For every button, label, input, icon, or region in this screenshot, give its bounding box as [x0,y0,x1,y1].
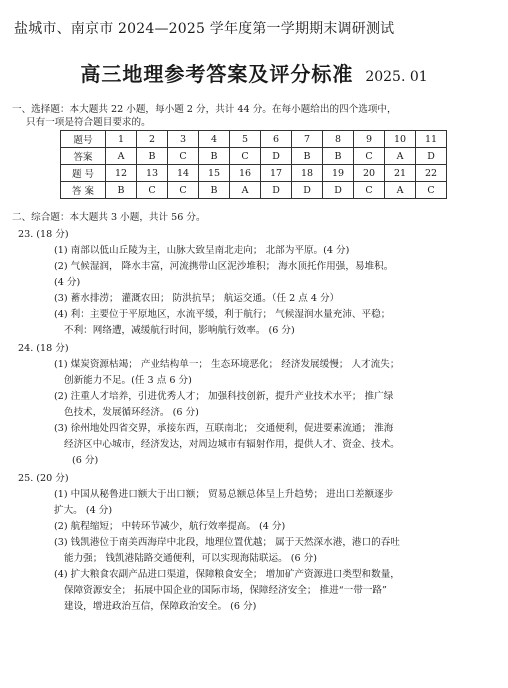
table-row [61,131,447,148]
answer-line: (2) 航程缩短； 中转环节减少，航行效率提高。 (4 分) [54,521,286,532]
table-cell: C [230,148,261,165]
answer-line: 建设，增进政治互信，保障政治安全。 (6 分) [64,601,257,612]
answer-line: (1) 中国从秘鲁进口额大于出口额； 贸易总额总体呈上升趋势； 进出口差额逐步 [54,489,394,500]
answer-line: 经济区中心城市，经济发达，对周边城市有辐射作用，提供人才、资金、技术。 [64,439,400,450]
table-row [61,148,447,165]
answer-line: (3) 蓄水排涝； 灌溉农田； 防洪抗旱； 航运交通。（任 2 点 4 分） [54,293,340,304]
section1-intro-line2: 只有一项是符合题目要求的。 [26,117,151,128]
answer-line: 能力强； 钱凯港陆路交通便利，可以实现海陆联运。 (6 分) [64,553,317,564]
table-cell: D [292,182,323,199]
table-cell: 9 [354,131,385,148]
table-cell: A [385,182,416,199]
answer-line: (2) 气候湿润， 降水丰富，河流携带山区泥沙堆积； 海水顶托作用强，易堆积。 [54,261,394,272]
table-cell: 18 [292,165,323,182]
row-header: 题 号 [61,165,106,182]
table-cell: 4 [199,131,230,148]
answer-line: (4) 利：主要位于平原地区，水流平缓，利于航行； 气候湿润水量充沛、平稳； [54,309,391,320]
answer-line: (1) 煤炭资源枯竭； 产业结构单一； 生态环境恶化； 经济发展缓慢； 人才流失； [54,359,400,370]
row-header: 题号 [61,131,106,148]
table-cell: A [230,182,261,199]
answer-line: 创新能力不足。(任 3 点 6 分) [64,375,192,386]
table-cell: 6 [261,131,292,148]
table-cell: 16 [230,165,261,182]
table-cell: C [168,148,199,165]
page-title [0,58,508,87]
table-cell: A [106,148,137,165]
question-25-heading: 25. (20 分) [18,473,69,484]
table-cell: 1 [106,131,137,148]
table-cell: 19 [323,165,354,182]
table-row [61,165,447,182]
row-header: 答案 [61,148,106,165]
table-cell: 7 [292,131,323,148]
row-header: 答 案 [61,182,106,199]
table-cell: 11 [416,131,447,148]
table-cell: 20 [354,165,385,182]
table-cell: D [261,182,292,199]
table-cell: 12 [106,165,137,182]
answer-line: (4 分) [54,277,81,288]
table-cell: C [416,182,447,199]
table-cell: 14 [168,165,199,182]
section2-title: 二、综合题：本大题共 3 小题，共计 56 分。 [12,212,206,223]
table-row [61,182,447,199]
answer-line: 不利：网络遭，减缓航行时间，影响航行效率。 (6 分) [64,325,295,336]
exam-header: 盐城市、南京市 2024—2025 学年度第一学期期末调研测试 [14,21,395,37]
table-cell: 3 [168,131,199,148]
table-cell: 2 [137,131,168,148]
table-cell: A [385,148,416,165]
table-cell: B [292,148,323,165]
table-cell: 22 [416,165,447,182]
table-cell: 13 [137,165,168,182]
table-cell: 15 [199,165,230,182]
answer-line: 色技术，发展循环经济。 (6 分) [64,407,199,418]
table-cell: 8 [323,131,354,148]
table-cell: D [416,148,447,165]
question-24-heading: 24. (18 分) [18,343,69,354]
answer-line: 保障资源安全； 拓展中国企业的国际市场，保障经济安全； 推进“一带一路” [64,585,387,596]
table-cell: B [137,148,168,165]
answer-line: (6 分) [72,455,99,466]
table-cell: 17 [261,165,292,182]
table-cell: B [323,148,354,165]
table-cell: 21 [385,165,416,182]
answer-line: 扩大。 (4 分) [54,505,113,516]
section1-intro-line1: 一、选择题：本大题共 22 小题，每小题 2 分，共计 44 分。在每小题给出的四个选项中， [12,104,397,115]
table-cell: C [354,182,385,199]
table-cell: B [199,148,230,165]
answer-table [60,130,447,199]
table-cell: D [261,148,292,165]
table-cell: 10 [385,131,416,148]
table-cell: C [354,148,385,165]
title-text: 高三地理参考答案及评分标准 [80,62,354,86]
table-cell: C [137,182,168,199]
answer-line: (4) 扩大粮食农副产品进口渠道，保障粮食安全； 增加矿产资源进口类型和数量， [54,569,400,580]
answer-line: (3) 徐州地处四省交界，承接东西，互联南北； 交通便利，促进要素流通； 淮海 [54,423,394,434]
table-cell: D [323,182,354,199]
table-cell: B [106,182,137,199]
answer-line: (3) 钱凯港位于南美西海岸中北段，地理位置优越； 属于天然深水港，港口的吞吐 [54,537,400,548]
title-date: 2025. 01 [365,69,428,85]
table-cell: B [199,182,230,199]
table-cell: C [168,182,199,199]
table-cell: 5 [230,131,261,148]
question-23-heading: 23. (18 分) [18,229,69,240]
answer-line: (2) 注重人才培养，引进优秀人才； 加强科技创新，提升产业技术水平； 推广绿 [54,391,394,402]
answer-line: (1) 南部以低山丘陵为主，山脉大致呈南北走向； 北部为平原。(4 分) [54,245,350,256]
